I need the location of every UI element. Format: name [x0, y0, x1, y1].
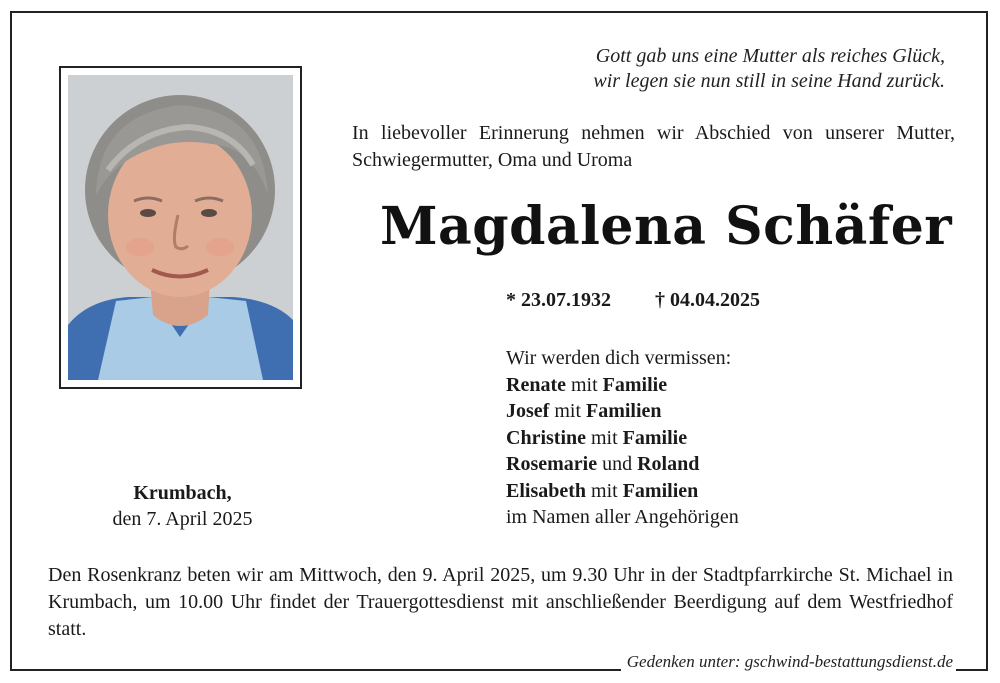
death-date: † 04.04.2025	[655, 289, 760, 311]
mourners-closing: im Namen aller Angehörigen	[506, 506, 739, 528]
poem-line-2: wir legen sie nun still in seine Hand zurück.	[593, 70, 945, 92]
mourner-row: Elisabeth mit Familien	[506, 479, 699, 502]
memorial-link[interactable]: Gedenken unter: gschwind-bestattungsdienst.de	[621, 652, 956, 672]
intro-text: In liebevoller Erinnerung nehmen wir Abschied von unserer Mutter, Schwiegermutter, Oma und Uroma	[352, 122, 955, 171]
life-dates	[506, 287, 760, 313]
mourners-list	[506, 345, 739, 531]
place-date	[85, 480, 280, 532]
poem	[593, 44, 945, 94]
mourner-row: Renate mit Familie	[506, 373, 668, 396]
portrait-illustration	[68, 75, 293, 380]
service-info: Den Rosenkranz beten wir am Mittwoch, den 9. April 2025, um 9.30 Uhr in der Stadtpfarrkirche St. Michael in Krumbach, um 10.00 Uhr findet der Trauergottesdienst mit anschließender Beerdigung auf dem Westfriedhof statt.	[48, 564, 953, 640]
poem-line-1: Gott gab uns eine Mutter als reiches Glück,	[595, 45, 945, 67]
mourner-row: Rosemarie und Roland	[506, 453, 700, 475]
place-date-text: den 7. April 2025	[112, 508, 253, 530]
deceased-name: Magdalena Schäfer	[380, 196, 953, 257]
portrait-frame	[59, 66, 302, 389]
place-city: Krumbach,	[133, 482, 232, 504]
mourner-row: Christine mit Familie	[506, 426, 688, 449]
portrait-photo	[68, 75, 293, 380]
mourner-row: Josef mit Familien	[506, 400, 662, 422]
birth-date: * 23.07.1932	[506, 289, 611, 311]
mourners-intro: Wir werden dich vermissen:	[506, 347, 732, 369]
